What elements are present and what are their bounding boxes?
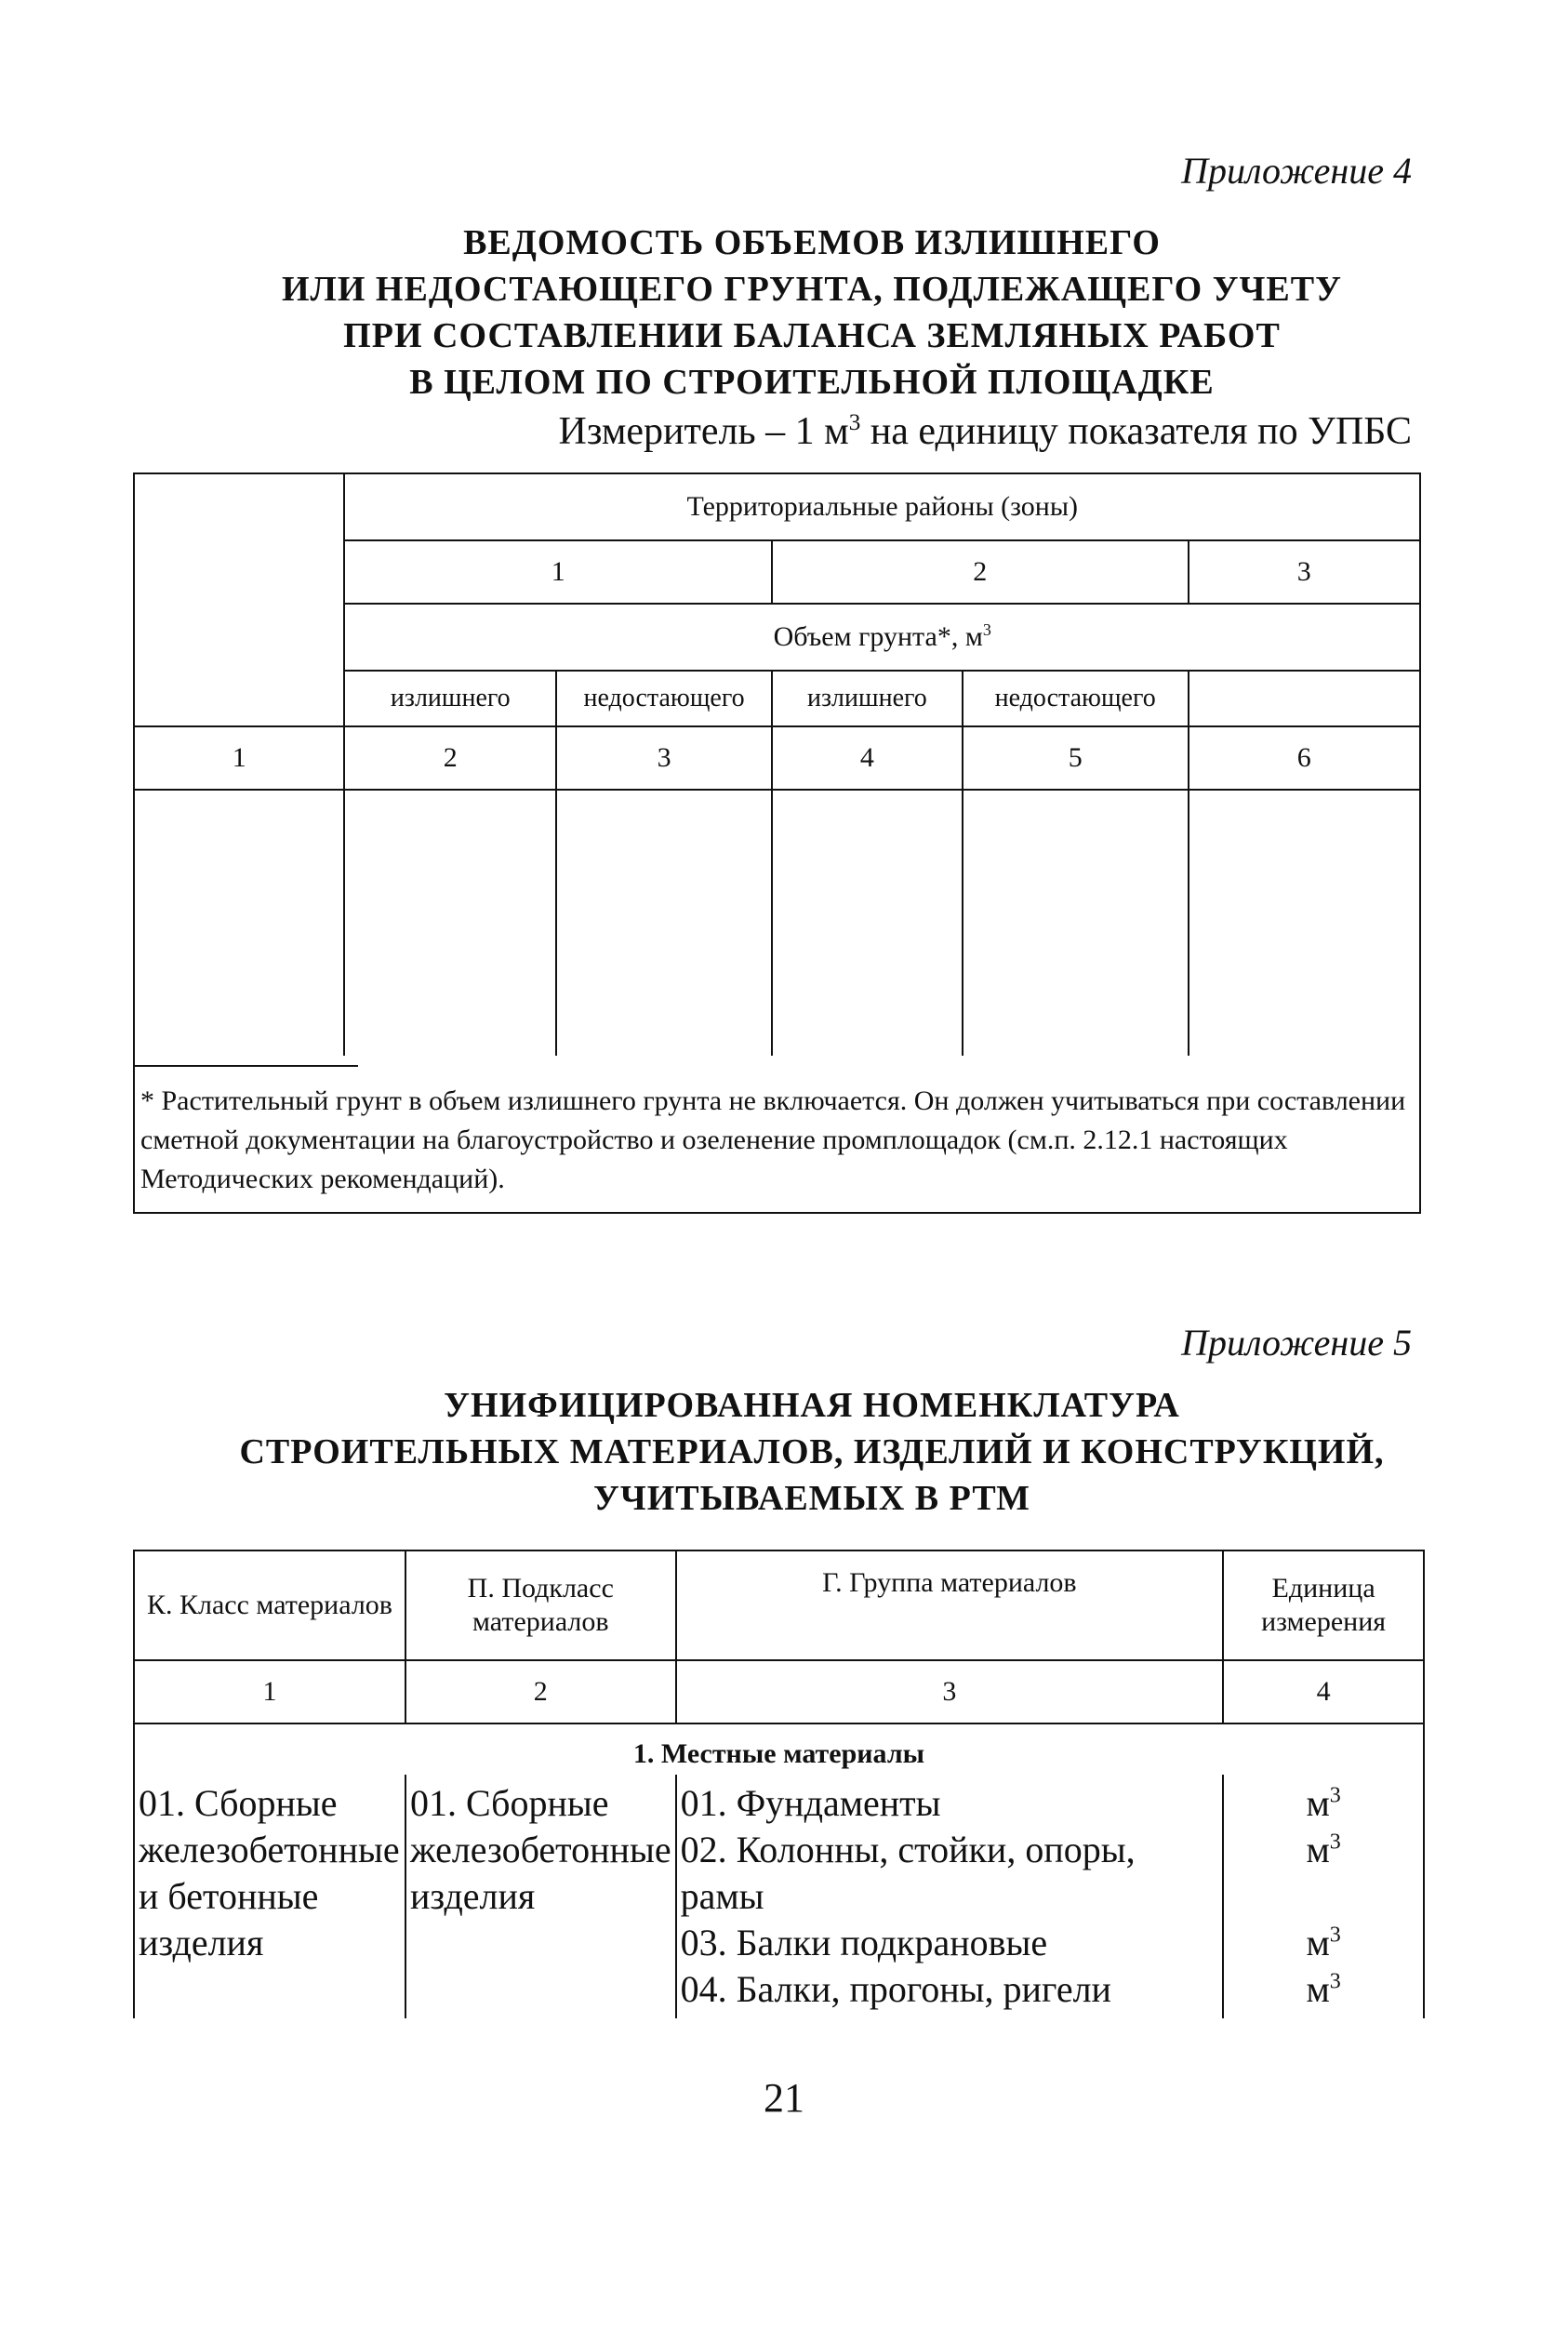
zone-number: 3 (1189, 540, 1420, 604)
title-line: СТРОИТЕЛЬНЫХ МАТЕРИАЛОВ, ИЗДЕЛИЙ И КОНСТРУКЦИЙ, (239, 1432, 1385, 1471)
volume-header-sup: 3 (982, 620, 991, 639)
unit-value: $м^3$ (1306, 1922, 1341, 1963)
empty-cell (963, 790, 1189, 1056)
soil-volume-table (133, 472, 1421, 1214)
title-line: ПРИ СОСТАВЛЕНИИ БАЛАНСА ЗЕМЛЯНЫХ РАБОТ (343, 316, 1281, 355)
title-line: ВЕДОМОСТЬ ОБЪЕМОВ ИЗЛИШНЕГО (463, 223, 1161, 262)
title-line: В ЦЕЛОМ ПО СТРОИТЕЛЬНОЙ ПЛОЩАДКЕ (409, 363, 1215, 402)
unit-value: $м^3$ (1306, 1968, 1341, 2010)
group-item: 01. Фундаменты (680, 1782, 941, 1824)
column-number: 4 (1223, 1660, 1424, 1723)
header-class: К. Класс материалов (134, 1550, 405, 1660)
sub-header: излишнего (344, 671, 556, 726)
sub-header: недостающего (963, 671, 1189, 726)
appendix-5-label: Приложение 5 (1181, 1322, 1412, 1364)
appendix-4-title (0, 220, 1568, 406)
column-number: 3 (676, 1660, 1224, 1723)
page-number: 21 (764, 2075, 804, 2121)
group-item: 04. Балки, прогоны, ригели (680, 1968, 1111, 2010)
nomenclature-table (133, 1550, 1425, 2018)
title-line: ИЛИ НЕДОСТАЮЩЕГО ГРУНТА, ПОДЛЕЖАЩЕГО УЧЕТУ (281, 270, 1343, 309)
column-number: 3 (556, 726, 772, 790)
empty-cell (772, 790, 963, 1056)
column-number: 1 (134, 1660, 405, 1723)
sub-header: недостающего (556, 671, 772, 726)
units-prefix: Измеритель – 1 м (558, 410, 849, 453)
row-label-header (134, 473, 344, 726)
sub-header-empty (1189, 671, 1420, 726)
header-subclass: П. Подкласс материалов (405, 1550, 676, 1660)
title-line: УЧИТЫВАЕМЫХ В РТМ (592, 1479, 1031, 1518)
class-cell: 01. Сборные железобетонные и бетонные изделия (134, 1775, 405, 2018)
column-number: 1 (134, 726, 344, 790)
zones-header: Территориальные районы (зоны) (344, 473, 1420, 540)
subclass-cell: 01. Сборные железобетонные изделия (405, 1775, 676, 2018)
sub-header: излишнего (772, 671, 963, 726)
footnote: * Растительный грунт в объем излишнего грунта не включается. Он должен учитываться при составлении сметной документации на благоустройство и озеленение промплощадок (см.п. 2.12.1 настоящих Методических рекомендаций). (134, 1056, 1420, 1213)
appendix-5-title (0, 1382, 1568, 1522)
volume-header-text: Объем грунта*, м (773, 621, 983, 652)
column-number: 5 (963, 726, 1189, 790)
group-item: 03. Балки подкрановые (680, 1922, 1048, 1963)
units-suffix: на единицу показателя по УПБС (860, 410, 1412, 453)
group-cell (676, 1775, 1224, 2018)
unit-value: $м^3$ (1306, 1782, 1341, 1824)
unit-value: $м^3$ (1306, 1829, 1341, 1870)
column-number: 2 (405, 1660, 676, 1723)
zone-number: 2 (772, 540, 1189, 604)
header-unit: Единица измерения (1223, 1550, 1424, 1660)
group-item: 02. Колонны, стойки, опоры, рамы (680, 1829, 1136, 1917)
column-number: 6 (1189, 726, 1420, 790)
empty-cell (1189, 790, 1420, 1056)
appendix-4-label: Приложение 4 (1181, 150, 1412, 192)
volume-header (344, 604, 1420, 671)
title-line: УНИФИЦИРОВАННАЯ НОМЕНКЛАТУРА (444, 1386, 1180, 1425)
column-number: 2 (344, 726, 556, 790)
units-sup: 3 (848, 410, 861, 435)
section-title: 1. Местные материалы (134, 1723, 1424, 1775)
unit-cell (1223, 1775, 1424, 2018)
zone-number: 1 (344, 540, 772, 604)
units-line (559, 409, 1413, 454)
empty-cell (344, 790, 556, 1056)
header-group: Г. Группа материалов (676, 1550, 1224, 1660)
empty-cell (556, 790, 772, 1056)
empty-cell (134, 790, 344, 1056)
column-number: 4 (772, 726, 963, 790)
